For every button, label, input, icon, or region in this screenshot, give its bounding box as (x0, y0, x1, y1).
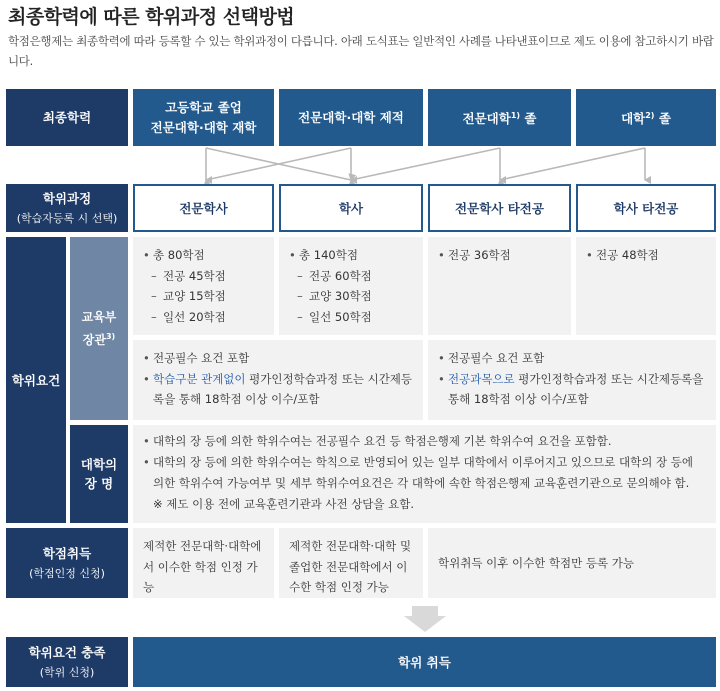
requirement-ministry-right-conditions (428, 340, 716, 420)
connector-c4-d3 (500, 148, 645, 180)
education-expelled: 전문대학·대학 제적 (279, 89, 423, 146)
requirement-bachelor-other-credits (576, 237, 716, 335)
list-item: – 일선 50학점 (289, 307, 413, 328)
list-item: – 일선 20학점 (143, 307, 264, 328)
down-arrow-icon (404, 606, 446, 632)
list-item: • 총 80학점 (143, 245, 264, 266)
sublabel-university-president: 대학의 장 명 (70, 425, 128, 523)
credit-expelled-recognition: 제적한 전문대학·대학에서 이수한 학점 인정 가능 (133, 528, 274, 598)
list-item: – 전공 45학점 (143, 266, 264, 287)
list-item: • 전공 48학점 (586, 245, 706, 266)
degree-bachelor-other-major: 학사 타전공 (576, 184, 716, 232)
list-item: • 전공필수 요건 포함 (143, 348, 413, 369)
note-text: ※ 제도 이용 전에 교육훈련기관과 사전 상담을 요함. (153, 497, 415, 511)
education-university-grad: 대학$^{2)}$ 졸 (576, 89, 716, 146)
page-description: 학점은행제는 최종학력에 따라 등록할 수 있는 학위과정이 다릅니다. 아래 도식표는 일반적인 사례를 나타낸표이므로 제도 이용에 참고하시기 바랍니다. (8, 34, 714, 68)
requirement-bachelor-credits (279, 237, 423, 335)
credit-after-degree: 학위취득 이후 이수한 학점만 등록 가능 (428, 528, 716, 598)
degree-associate: 전문학사 (133, 184, 274, 232)
list-item: – 전공 60학점 (289, 266, 413, 287)
row-label-requirements: 학위요건 (6, 237, 66, 523)
requirement-associate-other-credits (428, 237, 571, 335)
list-item: • 대학의 장 등에 의한 학위수여는 학칙으로 반영되어 있는 일부 대학에서 이루어지고 있으므로 대학의 장 등에 의한 학위수여 가능여부 및 세부 학위수여요건은 각 대학에 속한 학점은행제 교육훈련기관으로 문의해야 함. (143, 452, 706, 494)
row-label-education: 최종학력 (6, 89, 128, 146)
list-item: • 총 140학점 (289, 245, 413, 266)
row-label-credit: 학점취득 (학점인정 신청) (6, 528, 128, 598)
degree-associate-other-major: 전문학사 타전공 (428, 184, 571, 232)
list-item: – 교양 15학점 (143, 286, 264, 307)
list-item: • 학습구분 관계없이 평가인정학습과정 또는 시간제등록을 통해 18학점 이상 이수/포함 (143, 369, 413, 410)
list-item: • 전공과목으로 평가인정학습과정 또는 시간제등록을 통해 18학점 이상 이수/포함 (438, 369, 706, 410)
connector-c3-d2 (351, 148, 500, 180)
requirement-associate-credits (133, 237, 274, 335)
requirement-university-conditions (133, 425, 716, 523)
list-item: • 전공 36학점 (438, 245, 561, 266)
page-title: 최종학력에 따른 학위과정 선택방법 (8, 6, 295, 28)
row-label-fulfill: 학위요건 충족 (학위 신청) (6, 637, 128, 687)
row-label-degree: 학위과정 (학습자등록 시 선택) (6, 184, 128, 232)
list-item: – 교양 30학점 (289, 286, 413, 307)
credit-graduated-recognition: 제적한 전문대학·대학 및 졸업한 전문대학에서 이수한 학점 인정 가능 (279, 528, 423, 598)
list-item: • 전공필수 요건 포함 (438, 348, 706, 369)
result-degree-acquired: 학위 취득 (133, 637, 716, 687)
list-item: • 대학의 장 등에 의한 학위수여는 전공필수 요건 등 학점은행제 기본 학위수여 요건을 포함함. (143, 431, 706, 452)
requirement-ministry-left-conditions (133, 340, 423, 420)
education-highschool: 고등학교 졸업 전문대학·대학 재학 (133, 89, 274, 146)
education-college-grad: 전문대학$^{1)}$ 졸 (428, 89, 571, 146)
degree-bachelor: 학사 (279, 184, 423, 232)
sublabel-ministry: 교육부 장관$^{3)}$ (70, 237, 128, 420)
